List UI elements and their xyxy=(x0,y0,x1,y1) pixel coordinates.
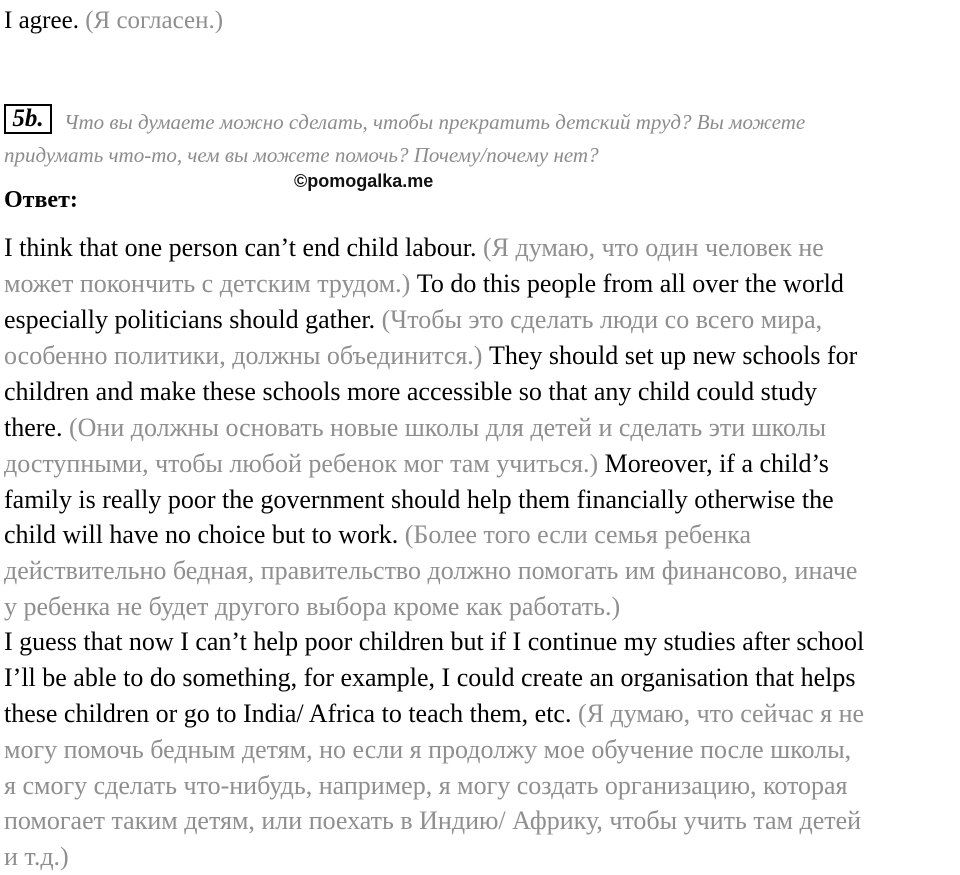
answer-line xyxy=(4,553,857,589)
answer-english-text: child will have no choice but to work. xyxy=(4,520,399,549)
answer-line xyxy=(4,410,826,446)
answer-line xyxy=(4,732,851,768)
task-question-line-1: Что вы думаете можно сделать, чтобы прекратить детский труд? Вы можете xyxy=(64,110,806,134)
task-number-badge: 5b. xyxy=(4,104,52,134)
answer-english-text: I think that one person can’t end child labour. xyxy=(4,233,477,262)
answer-line xyxy=(4,517,751,553)
answer-line xyxy=(4,374,817,410)
answer-line xyxy=(4,839,69,875)
answer-english-text: I’ll be able to do something, for example, I could create an organisation that helps xyxy=(4,663,856,692)
answer-russian-text: (Я думаю, что один человек не xyxy=(476,233,824,262)
answer-label: Ответ: xyxy=(4,187,78,213)
intro-line xyxy=(4,4,223,38)
answer-english-text: family is really poor the government should help them financially otherwise the xyxy=(4,485,834,514)
answer-russian-text: у ребенка не будет другого выбора кроме как работать.) xyxy=(4,592,621,621)
answer-russian-text: помогает таким детям, или поехать в Индию/ Африку, чтобы учить там детей xyxy=(4,806,862,835)
answer-english-text: I guess that now I can’t help poor children but if I continue my studies after school xyxy=(4,627,865,656)
answer-line xyxy=(4,266,844,302)
intro-russian: (Я согласен.) xyxy=(85,7,224,34)
answer-english-text: They should set up new schools for xyxy=(482,341,858,370)
answer-russian-text: (Я думаю, что сейчас я не xyxy=(571,699,865,728)
answer-english-text: children and make these schools more accessible so that any child could study xyxy=(4,377,817,406)
answer-russian-text: (Они должны основать новые школы для детей и сделать эти школы xyxy=(62,413,827,442)
answer-english-text: these children or go to India/ Africa to teach them, etc. xyxy=(4,699,572,728)
answer-russian-text: и т.д.) xyxy=(4,842,69,871)
answer-line xyxy=(4,768,848,804)
answer-russian-text: доступными, чтобы любой ребенок мог там учиться.) xyxy=(4,449,599,478)
answer-english-text: especially politicians should gather. xyxy=(4,305,376,334)
answer-line xyxy=(4,660,855,696)
answer-russian-text: могу помочь бедным детям, но если я продолжу мое обучение после школы, xyxy=(4,735,852,764)
intro-english: I agree. xyxy=(4,7,79,34)
answer-line xyxy=(4,338,857,374)
answer-russian-text: может покончить с детским трудом.) xyxy=(4,269,411,298)
answer-russian-text: особенно политики, должны объединится.) xyxy=(4,341,483,370)
answer-english-text: To do this people from all over the world xyxy=(410,269,844,298)
answer-line xyxy=(4,696,864,732)
answer-line xyxy=(4,803,861,839)
answer-russian-text: действительно бедная, правительство должно помогать им финансово, иначе xyxy=(4,556,858,585)
answer-russian-text: (Чтобы это сделать люди со всего мира, xyxy=(375,305,823,334)
answer-line xyxy=(4,302,822,338)
answer-line xyxy=(4,230,824,266)
answer-russian-text: я смогу сделать что-нибудь, например, я могу создать организацию, которая xyxy=(4,771,848,800)
answer-english-text: there. xyxy=(4,413,63,442)
answer-line xyxy=(4,446,829,482)
answer-line xyxy=(4,624,864,660)
task-question-line-2: придумать что-то, чем вы можете помочь? Почему/почему нет? xyxy=(4,143,599,167)
answer-line xyxy=(4,589,620,625)
answer-english-text: Moreover, if a child’s xyxy=(598,449,829,478)
answer-line xyxy=(4,482,834,518)
watermark: ©pomogalka.me xyxy=(294,171,434,191)
answer-russian-text: (Более того если семья ребенка xyxy=(398,520,752,549)
